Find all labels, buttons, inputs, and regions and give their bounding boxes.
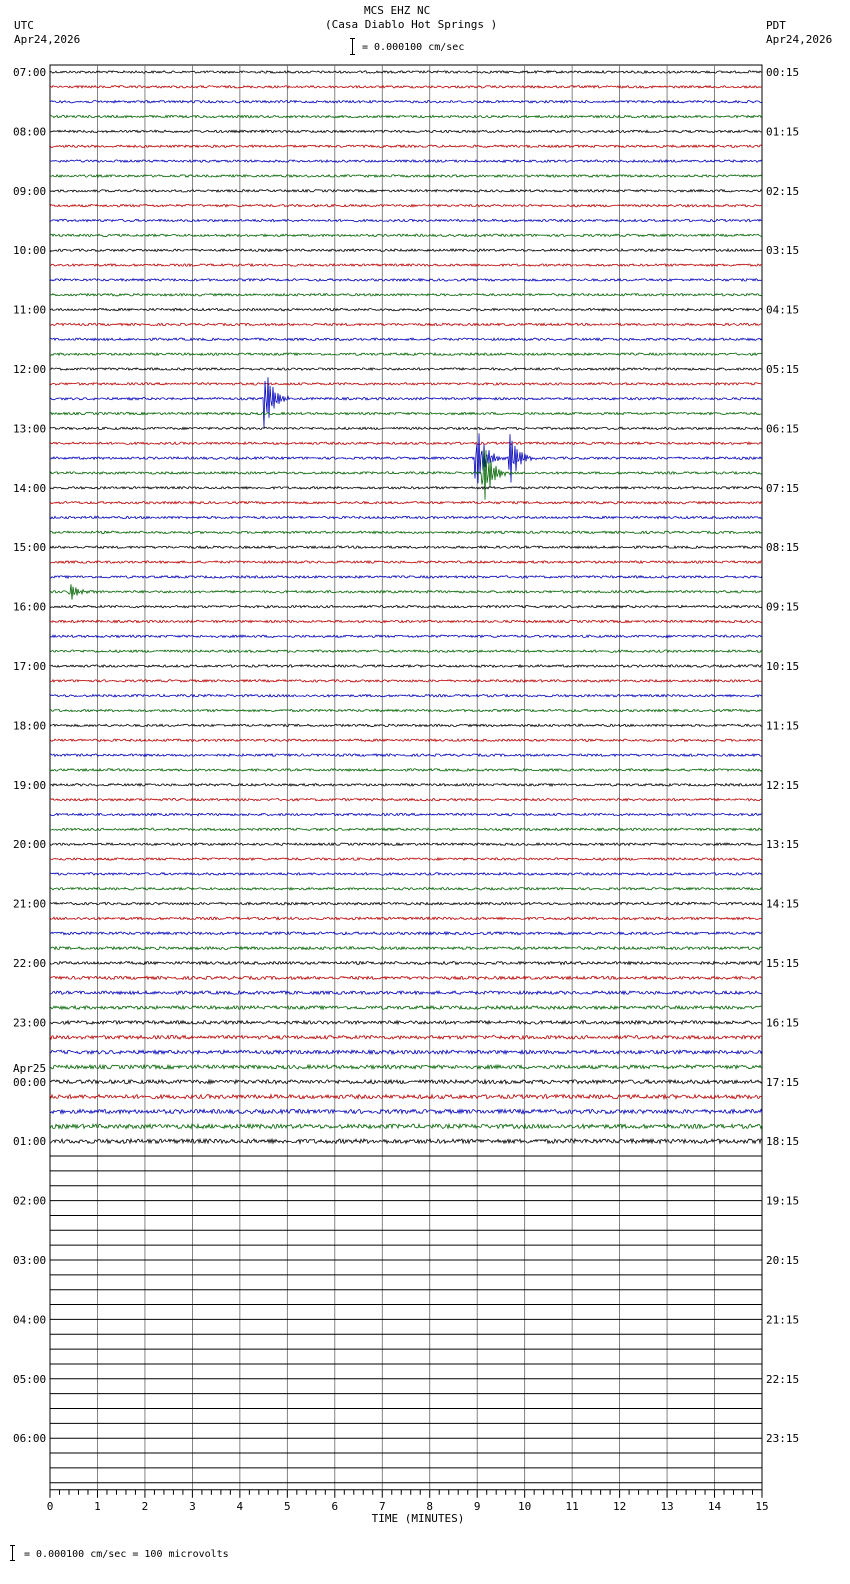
local-hour-label: 12:15 xyxy=(766,778,800,792)
seismic-trace xyxy=(50,576,762,578)
seismic-trace xyxy=(50,219,762,221)
seismic-trace xyxy=(50,101,762,103)
scale-note: = 0.000100 cm/sec = 100 microvolts xyxy=(24,1549,229,1560)
x-tick-label: 0 xyxy=(46,1499,54,1513)
seismic-trace xyxy=(50,1006,762,1009)
seismic-trace xyxy=(50,353,762,355)
utc-hour-label: 00:00 xyxy=(13,1075,47,1089)
date-change-label: Apr25 xyxy=(13,1061,47,1075)
seismic-trace xyxy=(50,917,762,920)
x-tick-label: 6 xyxy=(331,1499,339,1513)
left-date: Apr24,2026 xyxy=(14,33,81,46)
seismic-trace xyxy=(50,813,762,815)
seismic-trace xyxy=(50,308,762,310)
utc-hour-label: 10:00 xyxy=(13,244,47,258)
utc-hour-label: 20:00 xyxy=(13,838,47,852)
seismic-trace xyxy=(50,205,762,207)
utc-hour-label: 16:00 xyxy=(13,600,47,614)
local-hour-label: 03:15 xyxy=(766,244,800,258)
local-hour-label: 02:15 xyxy=(766,184,800,198)
utc-hour-label: 19:00 xyxy=(13,778,47,792)
local-hour-label: 19:15 xyxy=(766,1194,800,1208)
utc-hour-label: 13:00 xyxy=(13,422,47,436)
utc-hour-label: 12:00 xyxy=(13,363,47,376)
chart-title: MCS EHZ NC xyxy=(364,4,431,17)
seismic-trace xyxy=(50,962,762,965)
scale-text: = 0.000100 cm/sec xyxy=(362,42,465,53)
seismic-trace xyxy=(50,902,762,905)
local-hour-label: 01:15 xyxy=(766,125,800,139)
x-tick-label: 11 xyxy=(565,1499,579,1513)
seismic-trace xyxy=(50,828,762,830)
seismic-trace xyxy=(50,584,762,599)
seismic-trace xyxy=(50,442,762,444)
seismic-trace xyxy=(50,433,762,483)
seismic-trace xyxy=(50,145,762,147)
seismic-trace xyxy=(50,1050,762,1054)
seismic-trace xyxy=(50,130,762,132)
seismic-trace xyxy=(50,695,762,697)
seismic-trace xyxy=(50,1036,762,1040)
seismic-trace xyxy=(50,724,762,726)
local-hour-label: 17:15 xyxy=(766,1075,800,1089)
utc-hour-label: 05:00 xyxy=(13,1372,47,1386)
seismic-trace xyxy=(50,1139,762,1143)
seismic-trace xyxy=(50,873,762,875)
utc-hour-label: 22:00 xyxy=(13,957,47,970)
utc-hour-label: 06:00 xyxy=(13,1432,47,1446)
plot-frame xyxy=(50,65,762,1490)
local-hour-label: 09:15 xyxy=(766,600,800,614)
seismic-trace xyxy=(50,412,762,414)
seismic-trace xyxy=(50,843,762,845)
left-timezone: UTC xyxy=(14,19,34,32)
local-hour-label: 10:15 xyxy=(766,660,800,673)
utc-hour-label: 07:00 xyxy=(13,66,47,79)
utc-hour-label: 18:00 xyxy=(13,719,47,733)
utc-hour-label: 02:00 xyxy=(13,1194,47,1208)
seismic-trace xyxy=(50,1065,762,1069)
seismic-trace xyxy=(50,1080,762,1084)
seismic-trace xyxy=(50,650,762,652)
seismic-trace xyxy=(50,427,762,429)
seismic-trace xyxy=(50,531,762,533)
seismic-trace xyxy=(50,739,762,741)
local-hour-label: 08:15 xyxy=(766,541,800,555)
local-hour-label: 05:15 xyxy=(766,363,800,376)
seismic-trace xyxy=(50,160,762,162)
seismic-trace xyxy=(50,709,762,711)
utc-hour-label: 04:00 xyxy=(13,1313,47,1327)
seismic-trace xyxy=(50,86,762,88)
utc-hour-label: 17:00 xyxy=(13,660,47,673)
local-hour-label: 00:15 xyxy=(766,66,800,79)
seismic-trace xyxy=(50,190,762,192)
chart-subtitle: (Casa Diablo Hot Springs ) xyxy=(325,18,498,31)
utc-hour-label: 14:00 xyxy=(13,481,47,495)
utc-hour-label: 21:00 xyxy=(13,897,47,911)
right-timezone: PDT xyxy=(766,19,786,32)
seismic-trace xyxy=(50,991,762,994)
seismic-trace xyxy=(50,71,762,73)
utc-hour-label: 09:00 xyxy=(13,184,47,198)
seismic-trace xyxy=(50,234,762,236)
x-tick-label: 14 xyxy=(707,1499,722,1513)
seismic-trace xyxy=(50,516,762,518)
local-hour-label: 16:15 xyxy=(766,1016,800,1030)
seismic-trace xyxy=(50,502,762,504)
local-hour-label: 20:15 xyxy=(766,1254,800,1267)
seismic-trace xyxy=(50,620,762,622)
seismic-trace xyxy=(50,947,762,950)
local-hour-label: 22:15 xyxy=(766,1372,800,1386)
seismic-trace xyxy=(50,561,762,563)
scale-note-icon xyxy=(10,1545,15,1561)
seismic-trace xyxy=(50,754,762,756)
right-date: Apr24,2026 xyxy=(766,33,833,46)
local-hour-label: 15:15 xyxy=(766,957,800,970)
x-tick-label: 9 xyxy=(473,1499,481,1513)
seismic-trace xyxy=(50,1021,762,1024)
seismic-trace xyxy=(50,115,762,117)
utc-hour-label: 23:00 xyxy=(13,1016,47,1030)
seismic-trace xyxy=(50,799,762,801)
seismic-trace xyxy=(50,279,762,281)
seismic-trace xyxy=(50,264,762,266)
x-tick-label: 13 xyxy=(660,1499,674,1513)
x-tick-label: 1 xyxy=(94,1499,101,1513)
local-hour-label: 14:15 xyxy=(766,897,800,911)
seismic-trace xyxy=(50,368,762,370)
utc-hour-label: 01:00 xyxy=(13,1135,47,1149)
local-hour-label: 06:15 xyxy=(766,422,800,436)
seismic-trace xyxy=(50,383,762,385)
x-tick-label: 4 xyxy=(236,1499,244,1513)
seismic-trace xyxy=(50,888,762,890)
x-tick-label: 15 xyxy=(755,1499,769,1513)
utc-hour-label: 15:00 xyxy=(13,541,47,555)
seismic-trace xyxy=(50,323,762,325)
seismic-trace xyxy=(50,338,762,340)
seismic-trace xyxy=(50,294,762,296)
x-tick-label: 7 xyxy=(378,1499,386,1513)
local-hour-label: 23:15 xyxy=(766,1432,800,1446)
seismic-trace xyxy=(50,546,762,548)
seismic-trace xyxy=(50,175,762,177)
utc-hour-label: 03:00 xyxy=(13,1254,47,1267)
x-tick-label: 10 xyxy=(518,1499,532,1513)
utc-hour-label: 08:00 xyxy=(13,125,47,139)
seismic-trace xyxy=(50,605,762,607)
x-tick-label: 2 xyxy=(141,1499,149,1513)
local-hour-label: 18:15 xyxy=(766,1135,800,1149)
seismic-trace xyxy=(50,784,762,786)
local-hour-label: 11:15 xyxy=(766,719,800,733)
seismic-trace xyxy=(50,769,762,771)
seismic-trace xyxy=(50,1124,762,1128)
x-tick-label: 3 xyxy=(189,1499,196,1513)
seismic-trace xyxy=(50,858,762,860)
seismic-trace xyxy=(50,665,762,667)
seismic-trace xyxy=(50,635,762,637)
utc-hour-label: 11:00 xyxy=(13,303,47,317)
local-hour-label: 07:15 xyxy=(766,481,800,495)
seismic-trace xyxy=(50,976,762,979)
x-axis-label: TIME (MINUTES) xyxy=(371,1511,465,1525)
seismic-trace xyxy=(50,932,762,935)
seismic-trace xyxy=(50,1109,762,1113)
seismic-trace xyxy=(50,487,762,489)
x-tick-label: 8 xyxy=(426,1499,434,1513)
local-hour-label: 13:15 xyxy=(766,838,800,852)
seismic-trace xyxy=(50,249,762,251)
local-hour-label: 04:15 xyxy=(766,303,800,317)
seismic-trace xyxy=(50,1095,762,1099)
local-hour-label: 21:15 xyxy=(766,1313,800,1327)
x-tick-label: 5 xyxy=(284,1499,291,1513)
seismic-trace xyxy=(50,680,762,682)
x-tick-label: 12 xyxy=(612,1499,627,1513)
